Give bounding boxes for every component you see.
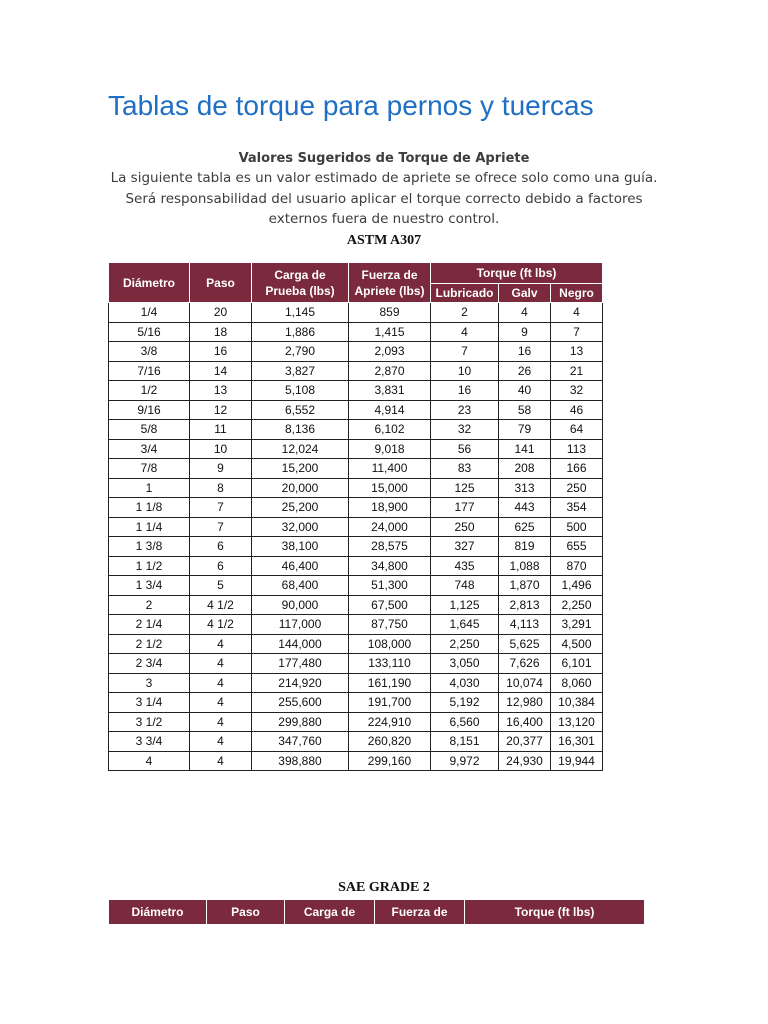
cell-carga: 46,400: [252, 556, 349, 576]
cell-lubricado: 6,560: [431, 712, 499, 732]
cell-paso: 4: [190, 732, 252, 752]
intro-block: [100, 150, 668, 230]
cell-diametro: 5/8: [109, 420, 190, 440]
cell-galv: 1,870: [499, 576, 551, 596]
cell-diametro: 2 1/2: [109, 634, 190, 654]
cell-negro: 3,291: [551, 615, 603, 635]
table-row: [109, 498, 603, 518]
cell-paso: 6: [190, 537, 252, 557]
table-row: [109, 517, 603, 537]
cell-galv: 141: [499, 439, 551, 459]
sae-header-diametro: Diámetro: [109, 900, 207, 925]
cell-carga: 1,886: [252, 322, 349, 342]
cell-carga: 347,760: [252, 732, 349, 752]
cell-paso: 11: [190, 420, 252, 440]
cell-paso: 4: [190, 712, 252, 732]
table-row: [109, 576, 603, 596]
cell-carga: 68,400: [252, 576, 349, 596]
cell-fuerza: 2,093: [349, 342, 431, 362]
cell-galv: 26: [499, 361, 551, 381]
header-fuerza-line1: Fuerza de: [361, 267, 418, 282]
cell-paso: 18: [190, 322, 252, 342]
cell-fuerza: 67,500: [349, 595, 431, 615]
cell-carga: 1,145: [252, 303, 349, 323]
cell-fuerza: 28,575: [349, 537, 431, 557]
cell-negro: 250: [551, 478, 603, 498]
cell-paso: 9: [190, 459, 252, 479]
sae-header-paso: Paso: [207, 900, 285, 925]
cell-galv: 12,980: [499, 693, 551, 713]
cell-carga: 20,000: [252, 478, 349, 498]
cell-lubricado: 9,972: [431, 751, 499, 771]
cell-galv: 10,074: [499, 673, 551, 693]
cell-carga: 299,880: [252, 712, 349, 732]
cell-lubricado: 16: [431, 381, 499, 401]
cell-paso: 4: [190, 751, 252, 771]
cell-carga: 32,000: [252, 517, 349, 537]
table-caption-astm-a307: ASTM A307: [346, 233, 422, 248]
header-carga-prueba: [252, 263, 349, 303]
cell-diametro: 3: [109, 673, 190, 693]
cell-lubricado: 2,250: [431, 634, 499, 654]
header-paso: Paso: [190, 263, 252, 303]
cell-lubricado: 1,645: [431, 615, 499, 635]
cell-paso: 13: [190, 381, 252, 401]
cell-galv: 2,813: [499, 595, 551, 615]
table-caption-sae-grade-2: SAE GRADE 2: [338, 880, 430, 895]
header-torque: Torque (ft lbs): [431, 263, 603, 284]
cell-negro: 32: [551, 381, 603, 401]
cell-galv: 16: [499, 342, 551, 362]
cell-carga: 6,552: [252, 400, 349, 420]
cell-carga: 12,024: [252, 439, 349, 459]
header-lubricado: Lubricado: [431, 284, 499, 303]
cell-paso: 16: [190, 342, 252, 362]
cell-paso: 14: [190, 361, 252, 381]
cell-negro: 16,301: [551, 732, 603, 752]
cell-fuerza: 133,110: [349, 654, 431, 674]
header-carga-line1: Carga de: [274, 267, 326, 282]
table-row: [109, 420, 603, 440]
table-row: [109, 556, 603, 576]
table-row: [109, 459, 603, 479]
sae-header-fuerza: Fuerza de: [375, 900, 465, 925]
cell-negro: 166: [551, 459, 603, 479]
table-row: [109, 478, 603, 498]
cell-negro: 870: [551, 556, 603, 576]
cell-diametro: 3 3/4: [109, 732, 190, 752]
cell-fuerza: 3,831: [349, 381, 431, 401]
cell-fuerza: 4,914: [349, 400, 431, 420]
cell-galv: 5,625: [499, 634, 551, 654]
cell-fuerza: 108,000: [349, 634, 431, 654]
cell-paso: 7: [190, 517, 252, 537]
table-row: [109, 712, 603, 732]
table-row: [109, 361, 603, 381]
cell-diametro: 7/16: [109, 361, 190, 381]
cell-lubricado: 4: [431, 322, 499, 342]
cell-diametro: 9/16: [109, 400, 190, 420]
table-row: [109, 537, 603, 557]
cell-galv: 24,930: [499, 751, 551, 771]
table-row: [109, 673, 603, 693]
cell-negro: 46: [551, 400, 603, 420]
cell-galv: 819: [499, 537, 551, 557]
cell-diametro: 1 1/2: [109, 556, 190, 576]
cell-fuerza: 1,415: [349, 322, 431, 342]
table-row: [109, 751, 603, 771]
cell-negro: 8,060: [551, 673, 603, 693]
cell-fuerza: 11,400: [349, 459, 431, 479]
cell-galv: 1,088: [499, 556, 551, 576]
cell-fuerza: 51,300: [349, 576, 431, 596]
cell-galv: 16,400: [499, 712, 551, 732]
table-row: [109, 654, 603, 674]
table-row: [109, 439, 603, 459]
sae-header-torque: Torque (ft lbs): [465, 900, 645, 925]
cell-diametro: 2 1/4: [109, 615, 190, 635]
cell-carga: 25,200: [252, 498, 349, 518]
cell-paso: 10: [190, 439, 252, 459]
cell-lubricado: 5,192: [431, 693, 499, 713]
cell-carga: 214,920: [252, 673, 349, 693]
cell-fuerza: 9,018: [349, 439, 431, 459]
cell-paso: 4: [190, 634, 252, 654]
cell-negro: 500: [551, 517, 603, 537]
cell-galv: 7,626: [499, 654, 551, 674]
cell-fuerza: 6,102: [349, 420, 431, 440]
header-fuerza-line2: Apriete (lbs): [354, 283, 425, 298]
cell-lubricado: 23: [431, 400, 499, 420]
cell-paso: 4 1/2: [190, 615, 252, 635]
cell-lubricado: 327: [431, 537, 499, 557]
cell-fuerza: 224,910: [349, 712, 431, 732]
header-negro: Negro: [551, 284, 603, 303]
table-row: [109, 400, 603, 420]
cell-paso: 7: [190, 498, 252, 518]
table-body-astm-a307: [109, 303, 603, 771]
cell-paso: 12: [190, 400, 252, 420]
cell-carga: 255,600: [252, 693, 349, 713]
cell-negro: 64: [551, 420, 603, 440]
cell-lubricado: 125: [431, 478, 499, 498]
cell-lubricado: 250: [431, 517, 499, 537]
table-row: [109, 342, 603, 362]
cell-negro: 10,384: [551, 693, 603, 713]
cell-negro: 21: [551, 361, 603, 381]
cell-carga: 15,200: [252, 459, 349, 479]
table-row: [109, 322, 603, 342]
cell-galv: 208: [499, 459, 551, 479]
header-carga-line2: Prueba (lbs): [265, 283, 335, 298]
cell-fuerza: 859: [349, 303, 431, 323]
cell-carga: 398,880: [252, 751, 349, 771]
intro-subtitle: Valores Sugeridos de Torque de Apriete: [238, 151, 530, 166]
cell-carga: 38,100: [252, 537, 349, 557]
table-row: [109, 615, 603, 635]
cell-galv: 4: [499, 303, 551, 323]
cell-diametro: 1 3/4: [109, 576, 190, 596]
cell-fuerza: 2,870: [349, 361, 431, 381]
header-galv: Galv: [499, 284, 551, 303]
cell-diametro: 1/2: [109, 381, 190, 401]
cell-paso: 4: [190, 693, 252, 713]
cell-fuerza: 18,900: [349, 498, 431, 518]
cell-fuerza: 15,000: [349, 478, 431, 498]
cell-galv: 40: [499, 381, 551, 401]
cell-lubricado: 435: [431, 556, 499, 576]
cell-lubricado: 4,030: [431, 673, 499, 693]
cell-lubricado: 83: [431, 459, 499, 479]
cell-negro: 113: [551, 439, 603, 459]
cell-galv: 79: [499, 420, 551, 440]
cell-paso: 4: [190, 654, 252, 674]
cell-diametro: 2 3/4: [109, 654, 190, 674]
cell-diametro: 2: [109, 595, 190, 615]
cell-diametro: 1: [109, 478, 190, 498]
cell-diametro: 1 1/8: [109, 498, 190, 518]
cell-negro: 19,944: [551, 751, 603, 771]
cell-diametro: 3 1/2: [109, 712, 190, 732]
sae-header-carga: Carga de: [285, 900, 375, 925]
cell-carga: 5,108: [252, 381, 349, 401]
cell-lubricado: 1,125: [431, 595, 499, 615]
torque-table-sae-grade-2: [108, 899, 645, 925]
cell-galv: 20,377: [499, 732, 551, 752]
cell-fuerza: 34,800: [349, 556, 431, 576]
cell-fuerza: 299,160: [349, 751, 431, 771]
cell-negro: 1,496: [551, 576, 603, 596]
table-row: [109, 732, 603, 752]
page-title: Tablas de torque para pernos y tuercas: [108, 90, 594, 121]
cell-carga: 3,827: [252, 361, 349, 381]
cell-negro: 13: [551, 342, 603, 362]
cell-lubricado: 8,151: [431, 732, 499, 752]
cell-paso: 4: [190, 673, 252, 693]
cell-galv: 443: [499, 498, 551, 518]
cell-galv: 58: [499, 400, 551, 420]
cell-paso: 8: [190, 478, 252, 498]
table-row: [109, 381, 603, 401]
table-row: [109, 693, 603, 713]
header-fuerza-apriete: [349, 263, 431, 303]
header-diametro: Diámetro: [109, 263, 190, 303]
cell-negro: 655: [551, 537, 603, 557]
cell-negro: 4: [551, 303, 603, 323]
cell-diametro: 4: [109, 751, 190, 771]
cell-carga: 117,000: [252, 615, 349, 635]
cell-fuerza: 260,820: [349, 732, 431, 752]
cell-diametro: 7/8: [109, 459, 190, 479]
cell-galv: 625: [499, 517, 551, 537]
cell-negro: 13,120: [551, 712, 603, 732]
cell-galv: 9: [499, 322, 551, 342]
cell-diametro: 3 1/4: [109, 693, 190, 713]
cell-lubricado: 3,050: [431, 654, 499, 674]
cell-diametro: 5/16: [109, 322, 190, 342]
cell-negro: 354: [551, 498, 603, 518]
cell-negro: 6,101: [551, 654, 603, 674]
table-row: [109, 634, 603, 654]
cell-paso: 5: [190, 576, 252, 596]
cell-lubricado: 32: [431, 420, 499, 440]
cell-carga: 177,480: [252, 654, 349, 674]
cell-lubricado: 177: [431, 498, 499, 518]
table-row: [109, 595, 603, 615]
table-row: [109, 303, 603, 323]
cell-lubricado: 2: [431, 303, 499, 323]
cell-negro: 7: [551, 322, 603, 342]
cell-lubricado: 10: [431, 361, 499, 381]
cell-lubricado: 748: [431, 576, 499, 596]
intro-description: La siguiente tabla es un valor estimado de apriete se ofrece solo como una guía. Será responsabilidad del usuario aplicar el torque correcto debido a factores externos fuera de nuestro control.: [110, 170, 658, 227]
cell-fuerza: 87,750: [349, 615, 431, 635]
cell-galv: 313: [499, 478, 551, 498]
cell-paso: 4 1/2: [190, 595, 252, 615]
cell-negro: 4,500: [551, 634, 603, 654]
cell-carga: 8,136: [252, 420, 349, 440]
cell-lubricado: 56: [431, 439, 499, 459]
cell-fuerza: 161,190: [349, 673, 431, 693]
cell-lubricado: 7: [431, 342, 499, 362]
torque-table-astm-a307: [108, 262, 603, 771]
cell-diametro: 3/8: [109, 342, 190, 362]
cell-negro: 2,250: [551, 595, 603, 615]
cell-fuerza: 24,000: [349, 517, 431, 537]
cell-diametro: 1 1/4: [109, 517, 190, 537]
cell-paso: 20: [190, 303, 252, 323]
cell-fuerza: 191,700: [349, 693, 431, 713]
cell-diametro: 1 3/8: [109, 537, 190, 557]
cell-carga: 2,790: [252, 342, 349, 362]
cell-paso: 6: [190, 556, 252, 576]
cell-diametro: 1/4: [109, 303, 190, 323]
cell-diametro: 3/4: [109, 439, 190, 459]
cell-carga: 144,000: [252, 634, 349, 654]
cell-carga: 90,000: [252, 595, 349, 615]
cell-galv: 4,113: [499, 615, 551, 635]
